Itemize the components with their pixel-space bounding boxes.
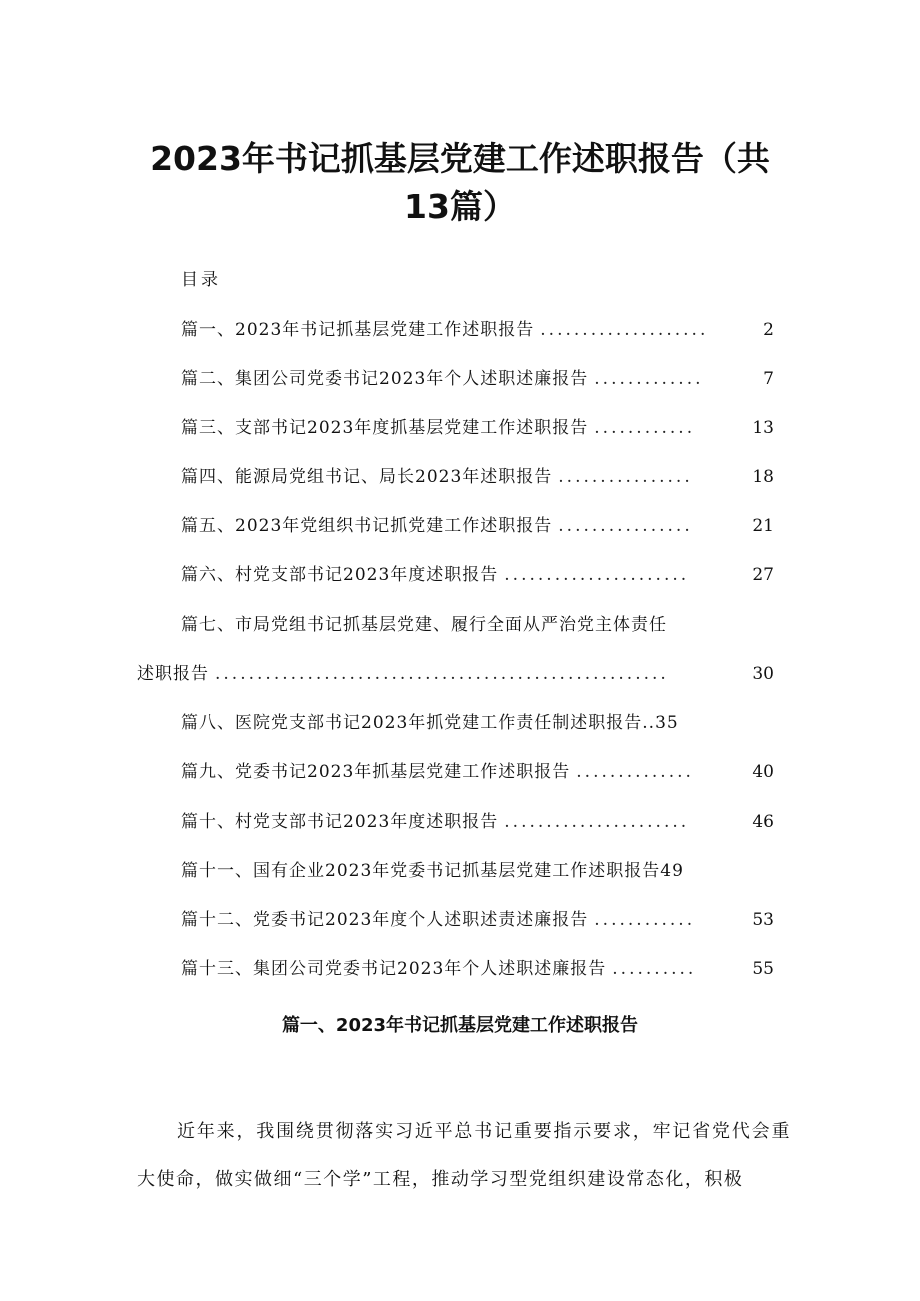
- toc-entry-page: 21: [752, 516, 774, 536]
- toc-entry[interactable]: [181, 906, 774, 934]
- toc-entry-leader: ......................: [504, 812, 690, 832]
- toc-entry-label: 篇十一、国有企业2023年党委书记抓基层党建工作述职报告49: [181, 861, 684, 881]
- toc-entry-page: 27: [752, 565, 774, 585]
- toc-entry-leader: ....................: [540, 320, 709, 340]
- toc-entry-leader: ..............: [576, 762, 694, 782]
- toc-entry-page: 2: [763, 320, 774, 340]
- toc-entry-page: 55: [752, 959, 774, 979]
- toc-entry-leader: ................: [558, 467, 693, 487]
- toc-entry-leader: ......................................................: [215, 664, 669, 684]
- toc-entry-label: 篇二、集团公司党委书记2023年个人述职述廉报告: [181, 369, 589, 389]
- toc-entry-page: 13: [752, 418, 774, 438]
- toc-entry-leader: .............: [594, 369, 704, 389]
- toc-entry-leader: ................: [558, 516, 693, 536]
- toc-entry-label: 篇一、2023年书记抓基层党建工作述职报告: [181, 320, 535, 340]
- toc-entry-label: 篇三、支部书记2023年度抓基层党建工作述职报告: [181, 418, 589, 438]
- toc-entry[interactable]: [181, 316, 774, 344]
- toc-entry-page: 46: [752, 812, 774, 832]
- toc-entry[interactable]: [181, 709, 774, 737]
- toc-entry[interactable]: [181, 365, 774, 393]
- toc-entry-label: 篇十二、党委书记2023年度个人述职述责述廉报告: [181, 910, 589, 930]
- toc-heading: 目录: [181, 270, 221, 290]
- toc-entry[interactable]: [181, 758, 774, 786]
- toc-entry[interactable]: [181, 808, 774, 836]
- toc-entry-leader: ............: [594, 910, 696, 930]
- toc-entry-page: 30: [752, 664, 774, 684]
- toc-entry-page: 53: [752, 910, 774, 930]
- toc-entry[interactable]: [137, 660, 774, 688]
- toc-entry-leader: ..........: [612, 959, 697, 979]
- toc-entry-page: 7: [763, 369, 774, 389]
- toc-entry[interactable]: [181, 414, 774, 442]
- toc-entry-label: 述职报告: [137, 664, 209, 684]
- toc-entry-label: 篇四、能源局党组书记、局长2023年述职报告: [181, 467, 553, 487]
- toc-entry-page: 18: [752, 467, 774, 487]
- section-heading: 篇一、2023年书记抓基层党建工作述职报告: [281, 1015, 639, 1036]
- document-title-line-1: 2023年书记抓基层党建工作述职报告（共: [150, 139, 770, 178]
- toc-entry-label: 篇六、村党支部书记2023年度述职报告: [181, 565, 499, 585]
- toc-entry[interactable]: [181, 857, 774, 885]
- toc-entry[interactable]: [181, 561, 774, 589]
- toc-entry-label: 篇八、医院党支部书记2023年抓党建工作责任制述职报告..35: [181, 713, 679, 733]
- toc-entry-label: 篇五、2023年党组织书记抓党建工作述职报告: [181, 516, 553, 536]
- document-title-line-2: 13篇）: [404, 187, 516, 226]
- toc-entry-label: 篇九、党委书记2023年抓基层党建工作述职报告: [181, 762, 571, 782]
- toc-entry-wrapped-line-1[interactable]: 篇七、市局党组书记抓基层党建、履行全面从严治党主体责任: [181, 615, 667, 635]
- toc-entry[interactable]: [181, 463, 774, 491]
- toc-entry-leader: ......................: [504, 565, 690, 585]
- toc-entry[interactable]: [181, 512, 774, 540]
- toc-entry-label: 篇十、村党支部书记2023年度述职报告: [181, 812, 499, 832]
- body-paragraph: 近年来，我围绕贯彻落实习近平总书记重要指示要求，牢记省党代会重大使命，做实做细“三个学”工程，推动学习型党组织建设常态化，积极: [137, 1121, 791, 1190]
- toc-entry-page: 40: [752, 762, 774, 782]
- toc-entry-leader: ............: [594, 418, 696, 438]
- toc-entry[interactable]: [181, 955, 774, 983]
- toc-entry-label: 篇十三、集团公司党委书记2023年个人述职述廉报告: [181, 959, 607, 979]
